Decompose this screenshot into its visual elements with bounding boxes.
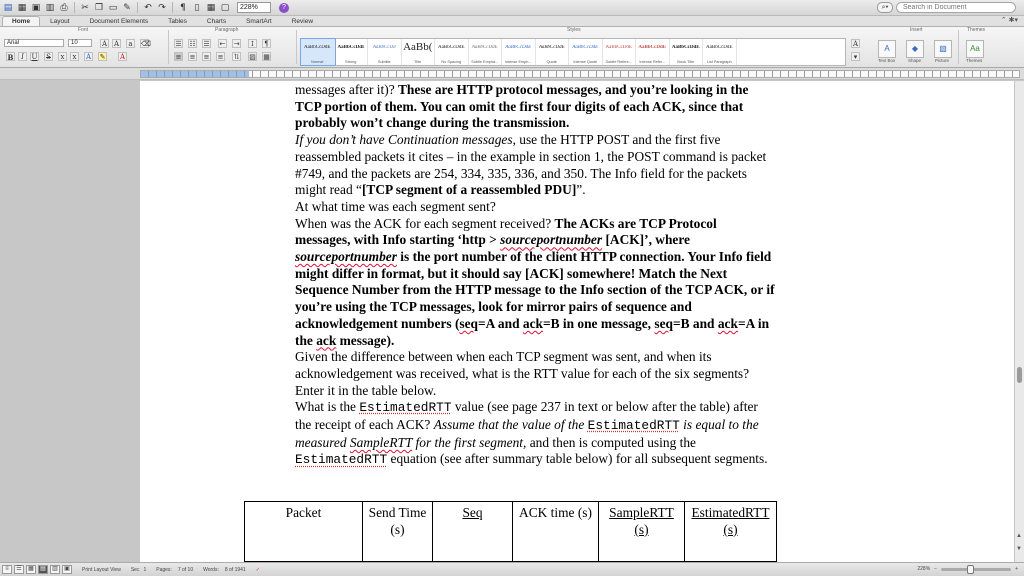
style-intense-emphasis[interactable] [502,39,536,65]
view-name: Print Layout View [82,566,121,573]
gallery-icon[interactable]: ▦ [206,2,216,13]
shrink-font-icon[interactable]: A [113,40,120,48]
cut-icon[interactable]: ✂ [81,2,89,13]
clear-format-icon[interactable]: ⌫ [141,40,151,48]
table-header-cell[interactable]: Packet [245,502,363,562]
tab-charts[interactable]: Charts [206,18,227,25]
style-book-title[interactable] [670,39,704,65]
help-icon[interactable]: ? [279,3,289,13]
sidebar-icon[interactable]: ▯ [194,2,200,13]
focus-view-icon[interactable]: ▣ [62,565,72,574]
style-intense-quote[interactable] [569,39,603,65]
misspelled-word: seq [459,315,479,331]
style-name: Intense Refer... [639,60,666,64]
tab-layout[interactable]: Layout [50,18,70,25]
style-list-paragraph[interactable] [703,39,737,65]
group-label-paragraph: Paragraph [215,27,239,33]
code-text: EstimatedRTT [587,418,680,434]
themes-icon[interactable]: Aa [966,40,984,58]
themes-label: Themes [966,58,983,63]
status-bar [0,562,1024,576]
zoom-slider[interactable] [941,568,1011,571]
search-input[interactable] [896,2,1016,13]
bold-icon[interactable]: B [7,53,14,62]
superscript-icon[interactable]: x [58,52,67,61]
grow-font-icon[interactable]: A [101,40,108,48]
text-run: value (see page 237 in text or below after the table) after the receipt of each ACK? [295,399,758,433]
toolbar-divider [137,2,138,13]
proofing-icon[interactable]: ✓ [255,566,260,573]
ribbon-collapse-icon[interactable]: ⌃ ✱▾ [1000,17,1018,24]
styles-gallery [300,38,846,66]
style-title[interactable] [402,39,436,65]
style-name: Subtitle [377,60,391,64]
shape-icon[interactable]: ◆ [906,40,924,58]
align-right-icon[interactable]: ≡ [203,53,210,61]
new-document-icon[interactable]: ▤ [3,2,13,13]
tab-home[interactable]: Home [2,16,40,26]
notebook-view-icon[interactable]: ▥ [50,565,60,574]
search-area [877,2,1016,13]
style-preview: AaBbCcDdE [471,45,498,50]
document-page[interactable] [140,81,1014,562]
words-label: Words: [203,566,219,573]
table-header-cell[interactable]: Seq [433,502,513,562]
justify-icon[interactable]: ≡ [217,53,224,61]
section-label: Sec [130,566,140,573]
italic-icon[interactable]: I [18,52,27,61]
bold-text: These are HTTP protocol messages, and you’re looking in the TCP portion of them. You can omit the first four digits of each ACK, since that probably won’t change during the transmission. [295,82,749,131]
insert-label-picture: Picture [935,58,950,63]
multilevel-list-icon[interactable]: ☰ [203,40,210,48]
table-header-cell[interactable]: ACK time (s) [513,502,599,562]
line-spacing-icon[interactable]: ⇅ [233,53,240,61]
publishing-view-icon[interactable]: ▦ [26,565,36,574]
paragraph [295,82,775,132]
toolbar-divider [172,2,173,13]
italic-text: is equal to the measured [295,417,759,450]
style-name: Book Title [677,60,695,64]
ribbon-tabs [0,16,1024,27]
table-header-cell[interactable]: Send Time (s) [363,502,433,562]
style-name: Quote [546,60,557,64]
styles-pane-icon[interactable]: A [852,40,859,48]
toolbox-icon[interactable]: ▢ [220,2,230,13]
style-intense-reference[interactable] [636,39,670,65]
text-run: ”. [576,182,586,198]
table-header-row [245,502,777,562]
increase-indent-icon[interactable]: ⇥ [233,40,240,48]
align-left-icon[interactable]: ≡ [175,53,182,61]
toolbar-divider [74,2,75,13]
style-preview: AaBbCcDdE [706,45,733,50]
paragraph [295,216,775,350]
text-run: =A and [478,315,523,331]
decrease-indent-icon[interactable]: ⇤ [219,40,226,48]
group-label-font: Font [78,27,89,33]
copy-icon[interactable]: ❐ [94,2,104,13]
style-name: Intense Quote [573,60,598,64]
italic-text: Assume that the value of the [433,417,588,433]
insert-label-text-box: Text Box [878,58,896,63]
style-preview: AaBbCcDdI [337,45,364,50]
style-preview: AaBbCcDdE [605,45,632,50]
scrollbar-thumb[interactable] [1017,367,1022,383]
scroll-down-icon[interactable]: ▼ [1016,546,1022,552]
style-preview: AaBbCcDd [372,45,396,50]
pages-label: Pages: [156,566,172,573]
text-run: message). [336,332,395,348]
print-icon[interactable]: ⎙ [60,2,68,13]
paragraph [295,399,775,469]
ribbon-divider [168,30,169,64]
borders-icon[interactable]: ▦ [263,53,270,61]
pilcrow-icon[interactable]: ¶ [180,2,186,13]
ruler-bar [0,68,1024,80]
tab-review[interactable]: Review [291,18,314,25]
font-size-field[interactable]: 10 [68,39,92,47]
strikethrough-icon[interactable]: S [44,52,53,61]
bold-text: [TCP segment of a reassembled PDU] [361,182,577,198]
style-subtitle[interactable] [368,39,402,65]
text-run: , and then is computed using the [523,434,696,450]
print-layout-view-icon[interactable]: ▤ [38,565,48,574]
style-preview: AaBbCcDdE [505,45,532,50]
align-center-icon[interactable]: ≡ [189,53,196,61]
undo-icon[interactable]: ↶ [144,2,152,13]
style-subtle-emphasis[interactable] [469,39,503,65]
zoom-control [917,566,1018,572]
scroll-up-icon[interactable]: ▲ [1016,533,1022,539]
misspelled-word: ack [316,332,337,348]
quick-access-toolbar [0,0,1024,16]
group-label-styles: Styles [567,27,581,33]
italic-text: If you don’t have Continuation messages [295,132,513,148]
pilcrow-icon[interactable]: ¶ [262,39,271,48]
text-run: What is the [295,399,360,415]
style-normal[interactable] [301,39,335,65]
table-header-cell[interactable]: EstimatedRTT (s) [685,502,777,562]
code-text: EstimatedRTT [295,452,388,468]
style-no-spacing[interactable] [435,39,469,65]
text-run: equation (see after summary table below) for all subsequent segments. [387,451,768,467]
horizontal-ruler[interactable] [140,70,1020,78]
ruler-ticks [141,71,1019,77]
text-run: When was the ACK for each segment received? [295,215,555,231]
insert-label-shape: Shape [908,58,922,63]
style-preview: AaBb( [403,41,433,53]
paragraph [295,132,775,199]
misspelled-word: ack [717,315,738,331]
style-name: No Spacing [441,60,462,64]
format-painter-icon[interactable]: ✎ [123,2,131,13]
search-icon[interactable]: ⌕▾ [877,2,893,13]
save-icon[interactable]: ▥ [45,2,55,13]
text-run: =A in the [295,315,770,348]
bullets-icon[interactable]: ☰ [175,40,182,48]
style-name: List Paragraph [706,60,732,64]
open-icon[interactable]: ▣ [31,2,41,13]
style-preview: AaBbCcDdE [572,45,599,50]
text-box-icon[interactable]: A [878,40,896,58]
sort-icon[interactable]: ↕ [249,40,256,48]
style-subtle-reference[interactable] [603,39,637,65]
document-body[interactable] [295,81,775,469]
misspelled-word: seq [654,315,673,331]
tab-smartart[interactable]: SmartArt [246,18,272,25]
redo-icon[interactable]: ↷ [158,2,166,13]
bold-text [295,216,775,348]
style-preview: AaBbCcDdE [304,45,331,50]
vertical-scrollbar[interactable] [1014,81,1024,562]
ribbon [0,27,1024,68]
zoom-in-icon[interactable]: + [1015,566,1018,572]
style-quote[interactable] [536,39,570,65]
text-run: , use the HTTP POST and the first five reassembled packets it cites – in the example in section 1, the POST command is packet #749, and the packets are 254, 334, 335, 336, and 350. The Info field for the packets might read “ [295,132,767,198]
font-name-field[interactable]: Arial [4,39,64,47]
subscript-icon[interactable]: x [70,52,79,61]
text-run: is the port number of the client HTTP connection. Your Info field might differ in format, but it should say [ACK] somewhere! Match the Next Sequence Number from the HTTP message to the Info section of the TCP ACK, or if you’re using the TCP messages, look for mirror pairs of sequence and acknowledgement numbers ( [295,249,775,331]
picture-icon[interactable]: ▧ [934,40,952,58]
numbering-icon[interactable]: ☷ [189,40,196,48]
document-area [0,81,1014,562]
style-name: Strong [345,60,357,64]
rtt-table[interactable] [244,501,777,562]
style-preview: AaBbCcDdE [438,45,465,50]
italic-text: for the first segment [412,434,524,450]
zoom-field[interactable]: 228% [237,2,271,13]
font-color-icon[interactable]: A [119,53,126,61]
text-run: =B in one message, [542,315,655,331]
style-name: Subtle Empha... [471,60,499,64]
draft-view-icon[interactable]: ≡ [2,565,12,574]
group-label-insert: Insert [910,27,923,33]
paste-icon[interactable]: ▭ [108,2,118,13]
text-run: The ACKs are TCP Protocol messages, with Info starting ‘http > [295,215,717,248]
outline-view-icon[interactable]: ☰ [14,565,24,574]
style-strong[interactable] [335,39,369,65]
misspelled-word: sourceportnumber [295,249,397,265]
text-run: [ACK]’, where [602,232,690,248]
style-name: Title [414,60,422,64]
table-header-cell[interactable]: SampleRTT (s) [599,502,685,562]
clipped-line [295,81,775,82]
text-effects-icon[interactable]: A [85,53,92,61]
templates-icon[interactable]: ▦ [17,2,27,13]
ribbon-divider [958,30,959,64]
text-run: =B and [673,315,718,331]
misspelled-word: sourceportnumber [500,232,603,248]
misspelled-word: SampleRTT [349,434,413,450]
text-run: messages after it)? [295,82,398,97]
zoom-percent: 228% [917,566,931,572]
tab-document-elements[interactable]: Document Elements [89,18,149,25]
style-preview: AaBbCcDdE [671,45,700,50]
group-label-themes: Themes [967,27,986,33]
style-name: Intense Emph... [504,60,532,64]
style-name: Subtle Refere... [605,60,632,64]
style-preview: AaBbCcDdE [638,45,667,50]
zoom-slider-handle[interactable] [967,565,974,574]
paragraph: At what time was each segment sent? [295,198,496,214]
underline-icon[interactable]: U [31,53,38,61]
shading-icon[interactable]: ▨ [249,53,256,61]
misspelled-word: ack [522,315,543,331]
ribbon-divider [296,30,297,64]
words-value[interactable]: 8 of 1941 [224,566,246,573]
styles-more-icon[interactable]: ▾ [851,52,860,61]
pages-value[interactable]: 7 of 10 [177,566,194,573]
style-preview: AaBbCcDdE [538,45,565,50]
change-case-icon[interactable]: a [126,39,135,48]
code-text: EstimatedRTT [359,400,452,416]
style-name: Normal [311,60,324,64]
zoom-out-icon[interactable]: − [934,566,938,572]
paragraph-fragment [295,81,775,82]
highlight-icon[interactable]: ✎ [99,53,106,61]
paragraph: Given the difference between when each TCP segment was sent, and when its acknowledgement was received, what is the RTT value for each of the six segments? Enter it in the table below. [295,349,750,398]
tab-tables[interactable]: Tables [168,18,187,25]
section-value: 1 [143,566,147,573]
